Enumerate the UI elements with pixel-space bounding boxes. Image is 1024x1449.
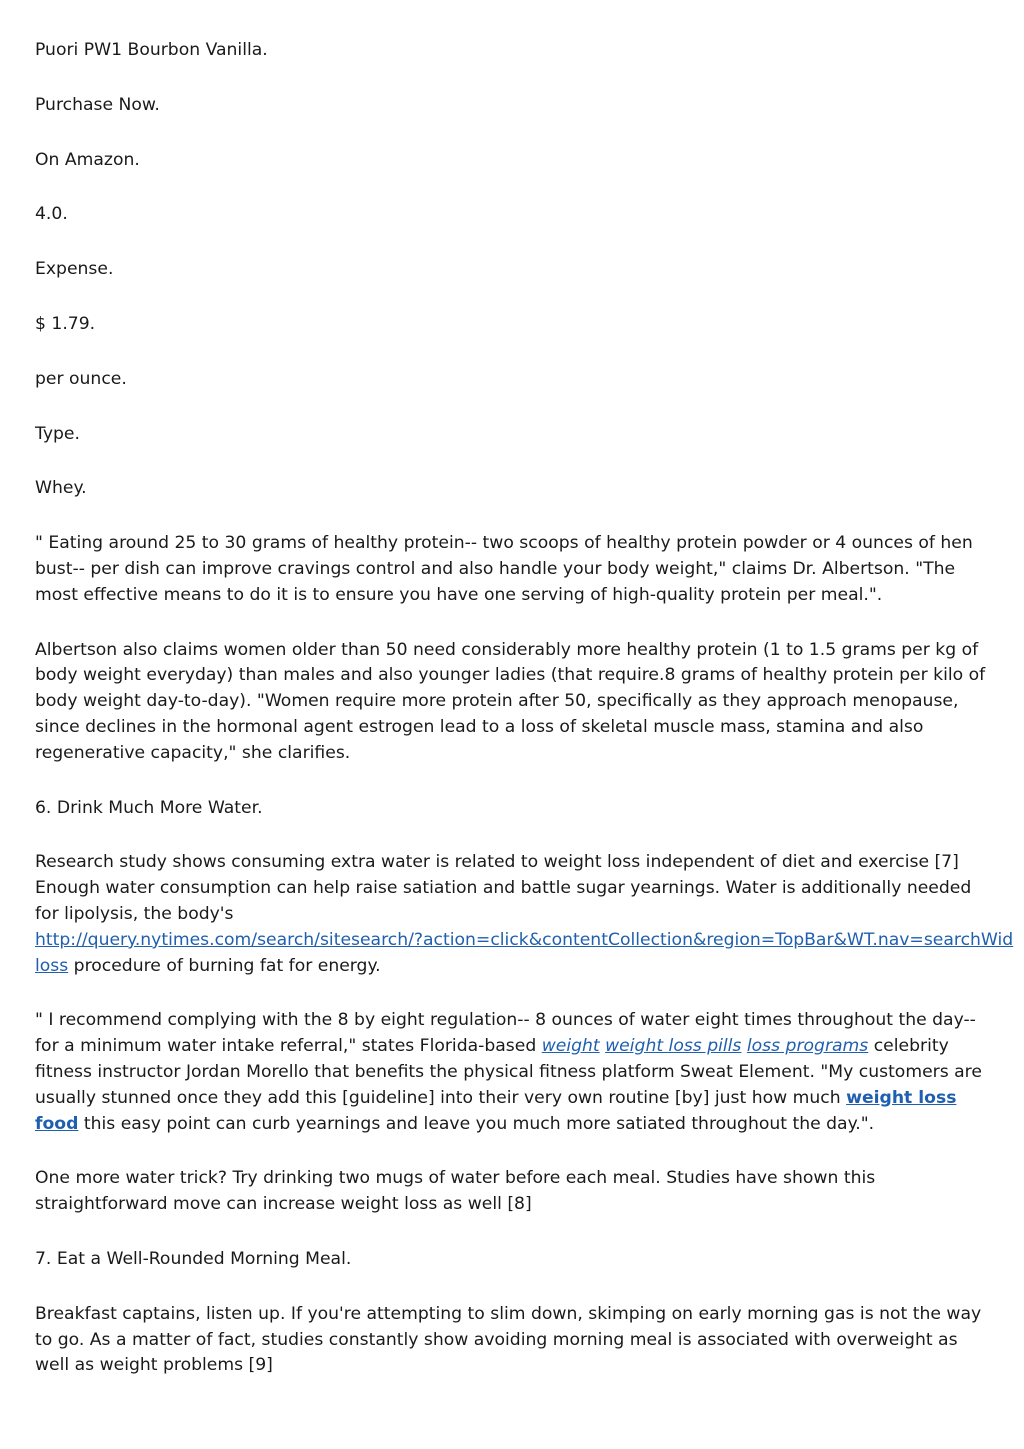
paragraph-breakfast: Breakfast captains, listen up. If you're attempting to slim down, skimping on early morning gas is not the way to go. As a matter of fact, studies constantly show avoiding morning meal is associated with overweight as well as weight problems [9]	[35, 1303, 982, 1376]
section-heading-water: 6. Drink Much More Water.	[35, 797, 263, 818]
purchase-now-text: Purchase Now.	[35, 94, 160, 115]
product-name: Puori PW1 Bourbon Vanilla.	[35, 40, 268, 60]
recommend-text-3: this easy point can curb yearnings and leave you much more satiated throughout the day.".	[78, 1113, 875, 1134]
paragraph-protein-quote: " Eating around 25 to 30 grams of healthy protein-- two scoops of healthy protein powder or 4 ounces of hen bust-- per dish can improve cravings control and also handle your body weight," claims Dr. Albertson. "The most effective means to do it is to ensure you have one serving of high-quality protein per meal.".	[35, 533, 973, 605]
expense-label: Expense.	[35, 259, 114, 280]
recommend-text-2: celebrity fitness instructor Jordan Morello that benefits the physical fitness platform Sweat Element. "My customers are usually stunned once they add this [guideline] into their very own routine [by] just how much	[35, 1036, 982, 1108]
paragraph-recommend	[35, 1008, 992, 1137]
weight-link[interactable]: weight	[541, 1036, 600, 1057]
nytimes-link-line2: loss	[35, 955, 69, 976]
loss-programs-link[interactable]: loss programs	[746, 1036, 869, 1057]
recommend-text-1: " I recommend complying with the 8 by eight regulation-- 8 ounces of water eight times throughout the day-- for a minimum water intake referral," states Florida-based	[35, 1010, 976, 1057]
nytimes-link-line1: http://query.nytimes.com/search/sitesearch/?action=click&contentCollection&region=TopBar&WT.nav=searchWid	[35, 929, 1014, 950]
price-unit-text: per ounce.	[35, 368, 127, 389]
weight-loss-pills-link[interactable]: weight loss pills	[605, 1036, 742, 1057]
store-text: On Amazon.	[35, 149, 140, 170]
research-text-after: procedure of burning fat for energy.	[68, 955, 381, 976]
rating-text: 4.0.	[35, 204, 68, 225]
type-value: Whey.	[35, 478, 87, 499]
paragraph-water-trick: One more water trick? Try drinking two mugs of water before each meal. Studies have shown this straightforward move can increase weight loss as well [8]	[35, 1168, 876, 1215]
type-label: Type.	[35, 423, 80, 444]
price-text: $ 1.79.	[35, 313, 96, 334]
weight-loss-food-link[interactable]: weight loss food	[35, 1087, 957, 1134]
section-heading-breakfast: 7. Eat a Well-Rounded Morning Meal.	[35, 1248, 352, 1269]
paragraph-albertson: Albertson also claims women older than 50 need considerably more healthy protein (1 to 1.5 grams per kg of body weight everyday) than males and also younger ladies (that require.8 grams of healthy protein per kilo of body weight day-to-day). "Women require more protein after 50, specifically as they approach menopause, since declines in the hormonal agent estrogen lead to a loss of skeletal muscle mass, stamina and also regenerative capacity," she clarifies.	[35, 639, 986, 763]
paragraph-research	[35, 850, 1014, 979]
research-text-before: Research study shows consuming extra water is related to weight loss independent of diet and exercise [7] Enough water consumption can help raise satiation and battle sugar yearnings. Water is additionally needed for lipolysis, the body's	[35, 852, 972, 924]
